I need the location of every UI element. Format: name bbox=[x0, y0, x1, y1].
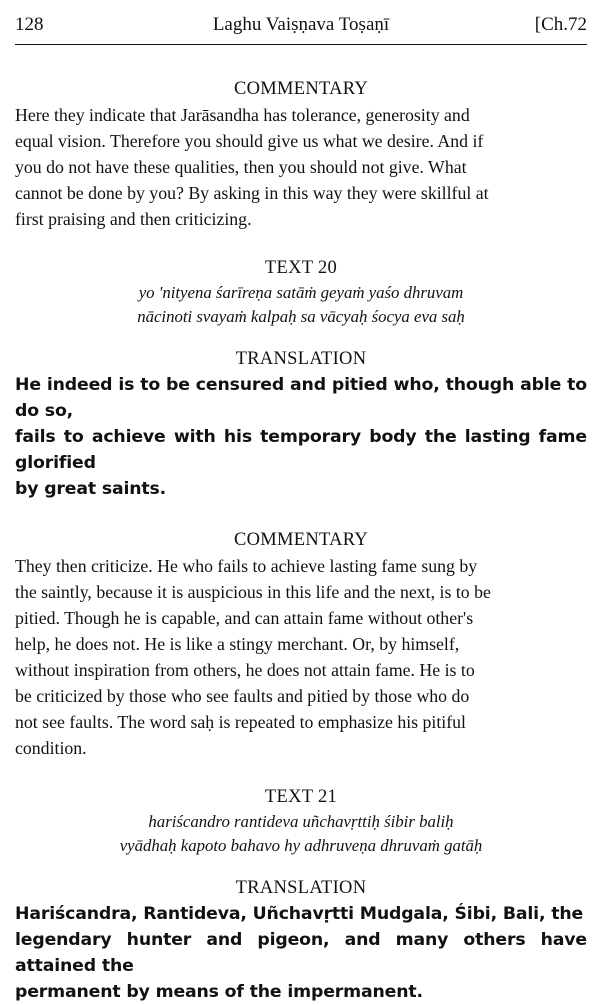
running-title: Laghu Vaiṣṇava Toṣaṇī bbox=[212, 14, 390, 35]
commentary-heading: COMMENTARY bbox=[233, 530, 369, 550]
text-line: the saintly, because it is auspicious in this life and the next, is to be bbox=[15, 582, 491, 602]
text-line: Hariścandra, Rantideva, Uñchavṛtti Mudgala, Śibi, Bali, the bbox=[15, 904, 584, 924]
text-line: equal vision. Therefore you should give us what we desire. And if bbox=[15, 131, 484, 151]
text-line: pitied. Though he is capable, and can attain fame without other's bbox=[15, 608, 474, 628]
commentary-heading: COMMENTARY bbox=[233, 79, 369, 99]
commentary-paragraph bbox=[15, 102, 587, 232]
text-line: permanent by means of the impermanent. bbox=[15, 982, 423, 1002]
verse-line: vyādhaḥ kapoto bahavo hy adhruveṇa dhruvaṁ gatāḥ bbox=[119, 836, 483, 855]
page-number: 128 bbox=[15, 14, 44, 35]
text-line: cannot be done by you? By asking in this way they were skillful at bbox=[15, 183, 489, 203]
text-line: not see faults. The word saḥ is repeated to emphasize his pitiful bbox=[15, 712, 466, 732]
text-21-heading: TEXT 21 bbox=[264, 787, 338, 807]
text-line: They then criticize. He who fails to achieve lasting fame sung by bbox=[15, 556, 478, 576]
sanskrit-verse bbox=[15, 281, 587, 329]
text-line: be criticized by those who see faults and pitied by those who do bbox=[15, 686, 470, 706]
book-page bbox=[15, 14, 587, 1005]
text-line: legendary hunter and pigeon, and many others have attained the bbox=[15, 930, 587, 976]
verse-line: nācinoti svayaṁ kalpaḥ sa vācyaḥ śocya eva saḥ bbox=[137, 307, 465, 326]
text-line: He indeed is to be censured and pitied who, though able to do so, bbox=[15, 375, 587, 421]
translation-heading: TRANSLATION bbox=[235, 349, 367, 369]
translation-paragraph bbox=[15, 901, 587, 1005]
text-20-heading: TEXT 20 bbox=[264, 258, 338, 278]
text-line: you do not have these qualities, then you should not give. What bbox=[15, 157, 467, 177]
translation-paragraph bbox=[15, 372, 587, 502]
text-line: by great saints. bbox=[15, 479, 167, 499]
text-line: condition. bbox=[15, 738, 87, 758]
translation-heading: TRANSLATION bbox=[235, 878, 367, 898]
verse-line: hariścandro rantideva uñchavṛttiḥ śibir baliḥ bbox=[148, 812, 454, 831]
text-line: Here they indicate that Jarāsandha has tolerance, generosity and bbox=[15, 105, 470, 125]
commentary-paragraph bbox=[15, 553, 587, 761]
text-line: first praising and then criticizing. bbox=[15, 209, 252, 229]
header-rule bbox=[15, 44, 587, 45]
text-line: fails to achieve with his temporary body the lasting fame glorified bbox=[15, 427, 587, 473]
chapter-label: [Ch.72 bbox=[534, 14, 587, 35]
sanskrit-verse bbox=[15, 810, 587, 858]
verse-line: yo 'nityena śarīreṇa satāṁ geyaṁ yaśo dhruvam bbox=[138, 283, 464, 302]
page-header bbox=[15, 14, 587, 40]
text-line: without inspiration from others, he does not attain fame. He is to bbox=[15, 660, 475, 680]
text-line: help, he does not. He is like a stingy merchant. Or, by himself, bbox=[15, 634, 460, 654]
